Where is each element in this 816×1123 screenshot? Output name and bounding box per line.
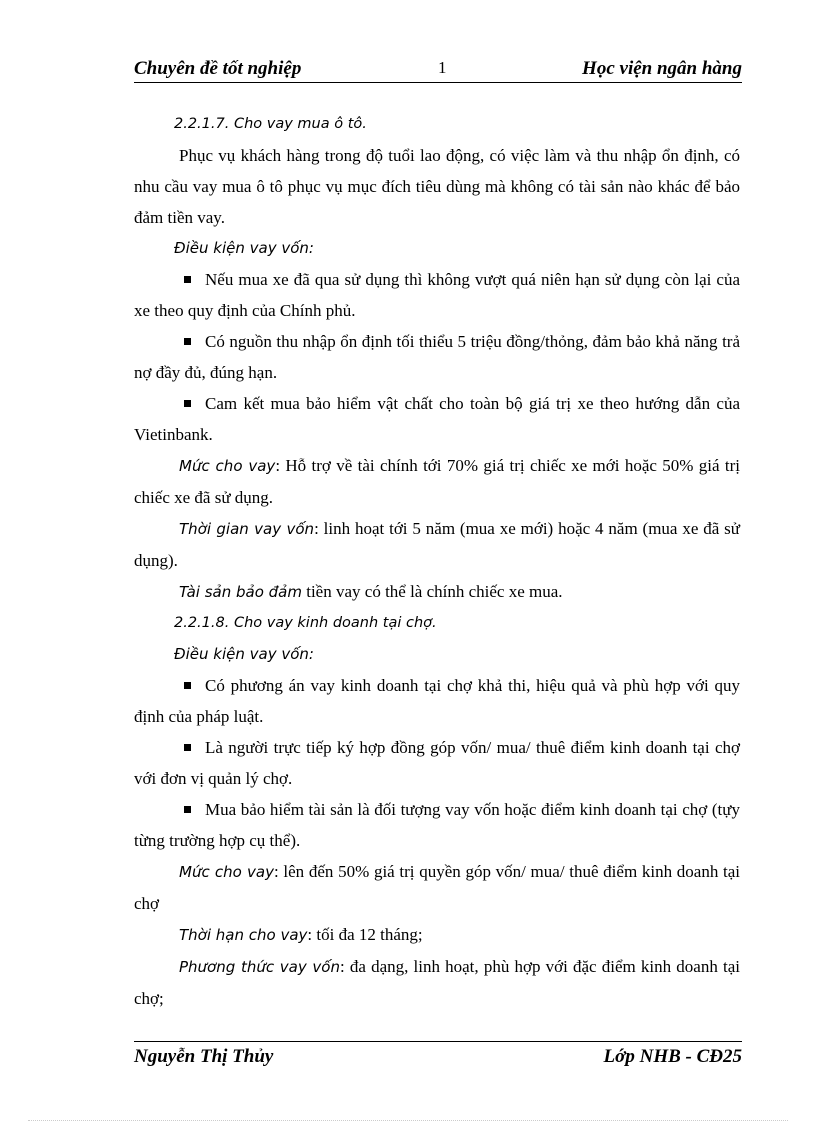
bullet-item — [134, 670, 740, 732]
header-title-left: Chuyên đề tốt nghiệp — [134, 58, 302, 79]
bullet-item — [134, 326, 740, 388]
term-text: : lên đến 50% giá trị quyền góp vốn/ mua/ thuê điểm kinh doanh tại chợ — [134, 862, 741, 913]
paragraph — [134, 450, 740, 513]
bullet-item — [134, 732, 740, 794]
section-heading: 2.2.1.8. Cho vay kinh doanh tại chợ. — [174, 615, 437, 631]
footer-class: Lớp NHB - CĐ25 — [603, 1046, 742, 1067]
paragraph — [134, 951, 740, 1014]
term-label: Thời hạn cho vay — [179, 926, 308, 944]
page-footer — [134, 1041, 742, 1070]
bullet-item — [134, 388, 740, 450]
bullet-item — [134, 264, 740, 326]
paragraph — [134, 513, 740, 576]
term-label: Phương thức vay vốn — [179, 958, 340, 976]
header-title-right: Học viện ngân hàng — [582, 58, 742, 79]
page-bottom-divider — [28, 1120, 788, 1121]
page-body — [134, 109, 740, 1014]
bullet-text: Cam kết mua bảo hiểm vật chất cho toàn bộ giá trị xe theo hướng dẫn của Vietinbank. — [134, 394, 740, 444]
bullet-icon — [184, 806, 191, 813]
bullet-icon — [184, 682, 191, 689]
term-text: : Hỗ trợ về tài chính tới 70% giá trị chiếc xe mới hoặc 50% giá trị chiếc xe đã sử dụng. — [134, 456, 741, 507]
bullet-text: Nếu mua xe đã qua sử dụng thì không vượt quá niên hạn sử dụng còn lại của xe theo quy định của Chính phủ. — [134, 270, 740, 320]
term-text: : tối đa 12 tháng; — [307, 925, 423, 944]
bullet-icon — [184, 400, 191, 407]
bullet-icon — [184, 744, 191, 751]
term-text: : linh hoạt tới 5 năm (mua xe mới) hoặc 4 năm (mua xe đã sử dụng). — [134, 519, 740, 570]
paragraph — [134, 856, 740, 919]
bullet-text: Mua bảo hiểm tài sản là đối tượng vay vốn hoặc điểm kinh doanh tại chợ (tựy từng trường hợp cụ thể). — [134, 800, 740, 850]
section-heading: 2.2.1.7. Cho vay mua ô tô. — [174, 116, 367, 132]
bullet-text: Là người trực tiếp ký hợp đồng góp vốn/ mua/ thuê điểm kinh doanh tại chợ với đơn vị quản lý chợ. — [134, 738, 740, 788]
term-text: : đa dạng, linh hoạt, phù hợp với đặc điểm kinh doanh tại chợ; — [134, 957, 741, 1008]
term-label: Thời gian vay vốn — [179, 520, 315, 538]
paragraph: Phục vụ khách hàng trong độ tuổi lao động, có việc làm và thu nhập ổn định, có nhu cầu vay mua ô tô phục vụ mục đích tiêu dùng mà không có tài sản nào khác để bảo đảm tiền vay. — [134, 146, 740, 227]
paragraph — [134, 576, 740, 608]
bullet-text: Có phương án vay kinh doanh tại chợ khả thi, hiệu quả và phù hợp với quy định của pháp luật. — [134, 676, 740, 726]
paragraph — [134, 919, 740, 951]
term-label: Mức cho vay — [179, 863, 274, 881]
term-label: Tài sản bảo đảm — [179, 583, 302, 601]
bullet-icon — [184, 338, 191, 345]
bullet-item — [134, 794, 740, 856]
page-number: 1 — [438, 58, 447, 77]
footer-author: Nguyễn Thị Thủy — [134, 1046, 274, 1067]
subheading: Điều kiện vay vốn: — [174, 645, 314, 663]
bullet-text: Có nguồn thu nhập ổn định tối thiểu 5 triệu đồng/thỏng, đảm bảo khả năng trả nợ đầy đủ, đúng hạn. — [134, 332, 740, 382]
term-text: tiền vay có thể là chính chiếc xe mua. — [301, 582, 563, 601]
term-label: Mức cho vay — [179, 457, 276, 475]
subheading: Điều kiện vay vốn: — [174, 239, 314, 257]
page-header — [134, 56, 742, 83]
bullet-icon — [184, 276, 191, 283]
